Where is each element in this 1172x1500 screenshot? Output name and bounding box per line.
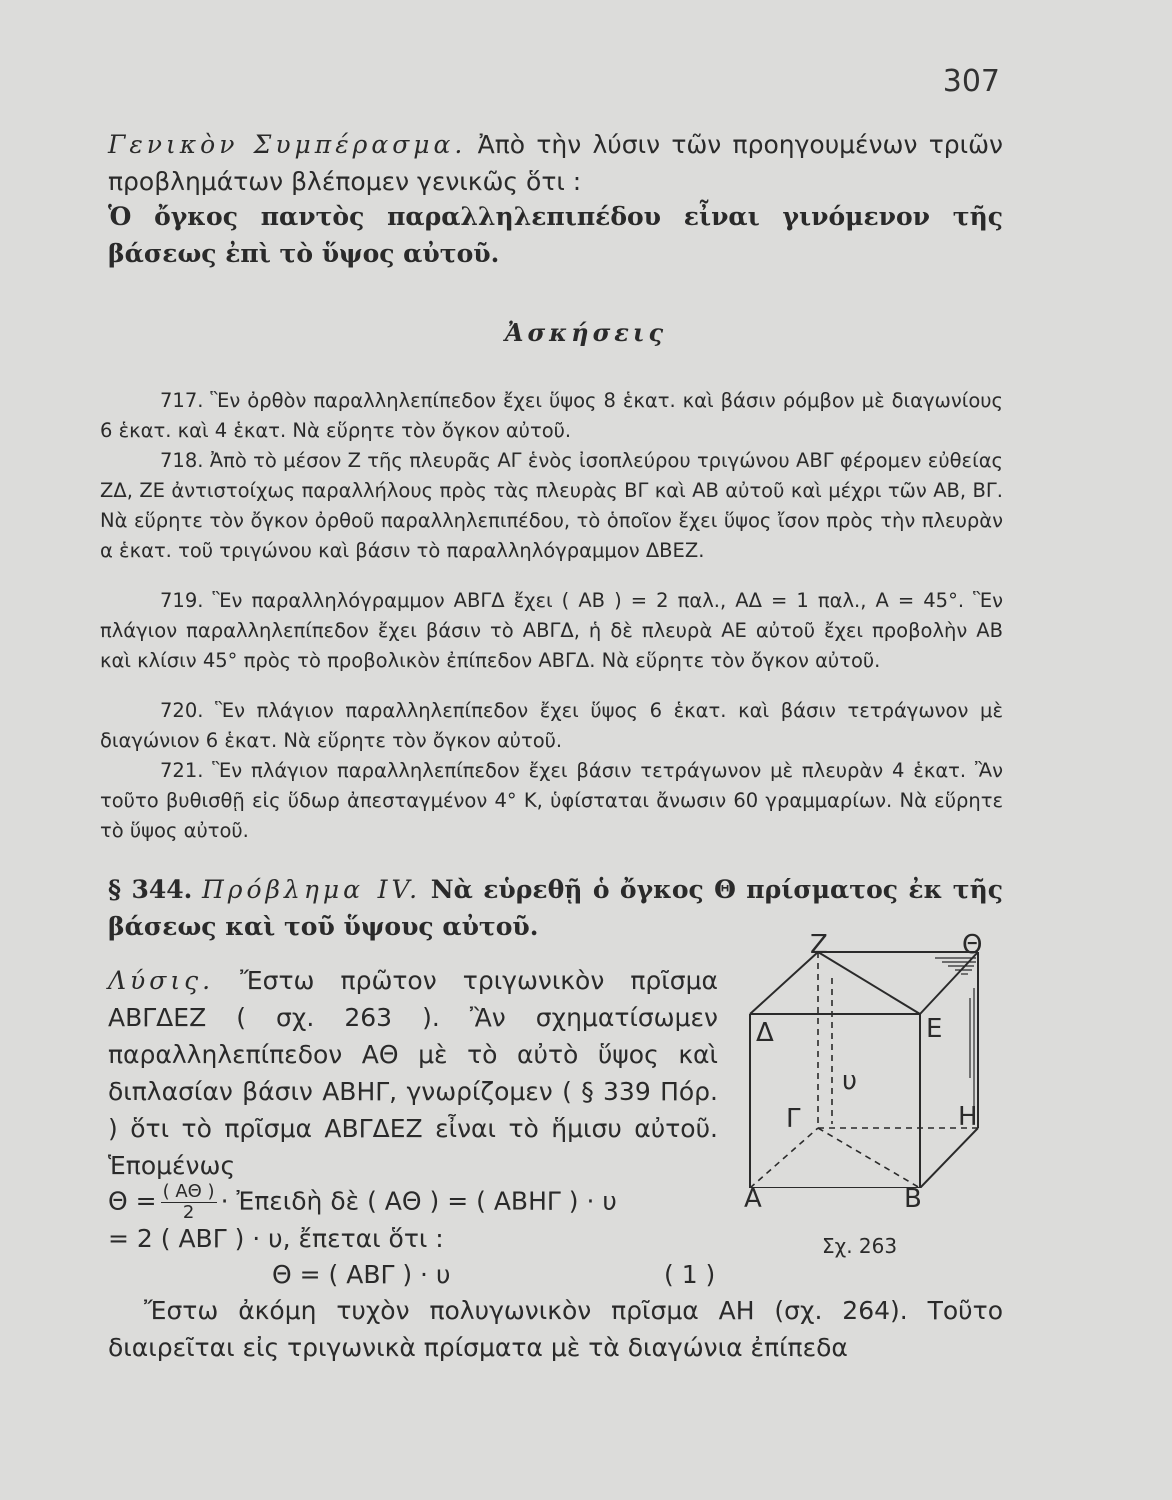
exercise-717: 717. Ἓν ὀρθὸν παραλληλεπίπεδον ἔχει ὕψος 8 ἑκατ. καὶ βάσιν ρόμβον μὲ διαγωνίους 6 ἑκατ. καὶ 4 ἑκατ. Νὰ εὕρητε τὸν ὄγκον αὐτοῦ.	[100, 389, 1003, 442]
exercises-heading: Ἀσκήσεις	[504, 318, 668, 347]
label-upsilon: υ	[842, 1066, 858, 1096]
solution-body: Ἔστω πρῶτον τριγωνικὸν πρῖσμα ΑΒΓΔΕΖ ( σχ. 263 ). Ἂν σχηματίσωμεν παραλληλεπίπεδον ΑΘ μὲ τὸ αὐτὸ ὕψος καὶ διπλασίαν βάσιν ΑΒΗΓ, γνωρίζομεν ( § 339 Πόρ. ) ὅτι τὸ πρῖσμα ΑΒΓΔΕΖ εἶναι τὸ ἥμισυ αὐτοῦ. Ἑπομένως	[108, 966, 718, 1180]
label-Gamma: Γ	[786, 1104, 801, 1134]
exercise-719: 719. Ἓν παραλληλόγραμμον ΑΒΓΔ ἔχει ( ΑΒ ) = 2 παλ., ΑΔ = 1 παλ., Α = 45°. Ἓν πλάγιον παραλληλεπίπεδον ἔχει βάσιν τὸ ΑΒΓΔ, ἡ δὲ πλευρὰ ΑΕ αὐτοῦ ἔχει προβολὴν ΑΒ καὶ κλίσιν 45° πρὸς τὸ προβολικὸν ἐπίπεδον ΑΒΓΔ. Νὰ εὕρητε τὸν ὄγκον αὐτοῦ.	[100, 589, 1003, 672]
fraction	[161, 1182, 217, 1223]
formula-rest: · Ἐπειδὴ δὲ ( ΑΘ ) = ( ΑΒΗΓ ) · υ	[220, 1186, 617, 1216]
conclusion-statement: Ὁ ὄγκος παντὸς παραλληλεπιπέδου εἶναι γινόμενον τῆς βάσεως ἐπὶ τὸ ὕψος αὐτοῦ.	[108, 202, 1003, 268]
conclusion-text: Ἀπὸ τὴν λύσιν τῶν προηγουμένων τριῶν προβλημάτων βλέπομεν γενικῶς ὅτι :	[108, 130, 1003, 196]
equation-number: ( 1 )	[664, 1260, 716, 1289]
label-E: Ε	[926, 1014, 943, 1044]
page-number: 307	[942, 64, 1000, 99]
conclusion-title: Γενικὸν Συμπέρασμα.	[108, 130, 467, 159]
solution-label: Λύσις.	[108, 966, 215, 995]
label-Delta: Δ	[756, 1018, 774, 1048]
section-label: Πρόβλημα IV.	[202, 875, 422, 904]
exercise-721: 721. Ἓν πλάγιον παραλληλεπίπεδον ἔχει βάσιν τετράγωνον μὲ πλευρὰν 4 ἑκατ. Ἂν τοῦτο βυθισθῇ εἰς ὕδωρ ἀπεσταγμένον 4° Κ, ὑφίσταται ἄνωσιν 60 γραμμαρίων. Νὰ εὕρητε τὸ ὕψος αὐτοῦ.	[100, 759, 1003, 842]
figure-263	[730, 928, 1010, 1188]
equation: Θ = ( ΑΒΓ ) · υ	[272, 1260, 451, 1289]
prism-diagram	[730, 928, 1010, 1188]
formula-lhs: Θ =	[108, 1186, 157, 1216]
exercise-718: 718. Ἀπὸ τὸ μέσον Ζ τῆς πλευρᾶς ΑΓ ἑνὸς ἰσοπλεύρου τριγώνου ΑΒΓ φέρομεν εὐθείας ΖΔ, ΖΕ ἀντιστοίχως παραλλήλους πρὸς τὰς πλευρὰς ΒΓ καὶ ΑΒ αὐτοῦ καὶ μέχρι τῶν ΑΒ, ΒΓ. Νὰ εὕρητε τὸν ὄγκον ὀρθοῦ παραλληλεπιπέδου, τὸ ὁποῖον ἔχει ὕψος ἴσον πρὸς τὴν πλευρὰν α ἑκατ. τοῦ τριγώνου καὶ βάσιν τὸ παραλληλόγραμμον ΔΒΕΖ.	[100, 449, 1003, 562]
label-A: Α	[744, 1184, 762, 1214]
solution-line2: = 2 ( ΑΒΓ ) · υ, ἔπεται ὅτι :	[108, 1224, 444, 1253]
section-number: § 344.	[108, 875, 193, 904]
section-title: Νὰ εὑρεθῇ ὁ ὄγκος Θ πρίσματος ἐκ τῆς βάσεως καὶ τοῦ ὕψους αὐτοῦ.	[108, 875, 1003, 941]
label-H: Η	[958, 1102, 978, 1132]
label-Z: Z	[810, 930, 828, 960]
solution-text	[108, 962, 718, 1184]
exercise-720: 720. Ἓν πλάγιον παραλληλεπίπεδον ἔχει ὕψος 6 ἑκατ. καὶ βάσιν τετράγωνον μὲ διαγώνιον 6 ἑκατ. Νὰ εὕρητε τὸν ὄγκον αὐτοῦ.	[100, 699, 1003, 752]
figure-caption: Σχ. 263	[822, 1234, 898, 1258]
conclusion-intro	[108, 126, 1003, 200]
fraction-denominator: 2	[182, 1202, 195, 1223]
solution-continuation: Ἔστω ἀκόμη τυχὸν πολυγωνικὸν πρῖσμα ΑΗ (σχ. 264). Τοῦτο διαιρεῖται εἰς τριγωνικὰ πρίσματα μὲ τὰ διαγώνια ἐπίπεδα	[108, 1296, 1003, 1362]
label-Theta: Θ	[962, 930, 983, 960]
fraction-numerator: ( ΑΘ )	[162, 1181, 215, 1202]
formula-line	[108, 1182, 748, 1223]
label-B: Β	[904, 1184, 922, 1214]
